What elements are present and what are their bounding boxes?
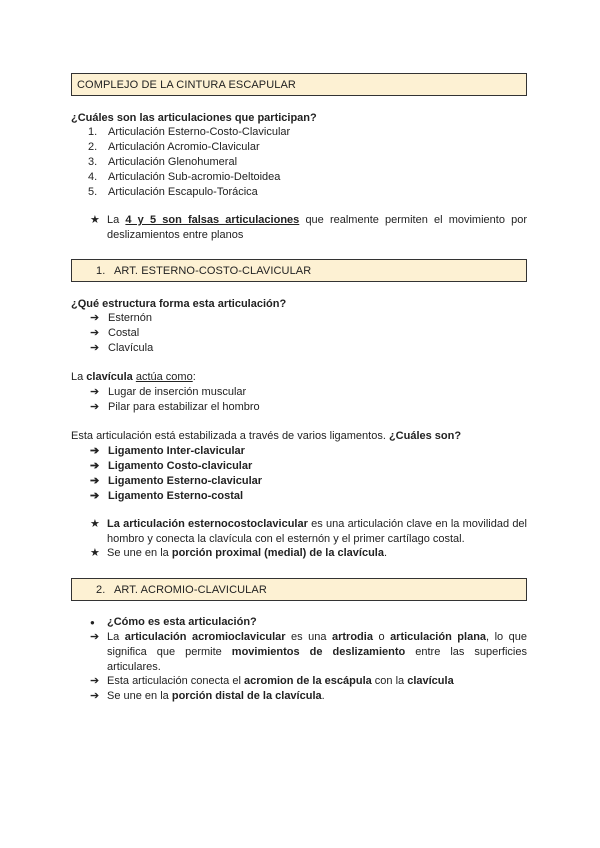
arrow-icon: ➔ [90,386,100,398]
bullet-icon: ● [90,618,95,627]
arrow-icon: ➔ [90,490,100,502]
acromio-distal: Se une en la porción distal de la clavícula. [107,690,325,702]
main-title: COMPLEJO DE LA CINTURA ESCAPULAR [77,78,296,91]
arrow-icon: ➔ [90,475,100,487]
star-note-1: La articulación esternocostoclavicular es una articulación clave en la movilidad del hombro y conecta la clavícula con el esternón y el primer cartílago costal. [107,518,527,545]
ligaments-intro: Esta articulación está estabilizada a través de varios ligamentos. ¿Cuáles son? [71,430,462,442]
acromio-definition: La articulación acromioclavicular es una artrodia o articulación plana, lo que significa que permite movimientos de deslizamiento entre las superficies articulares. [107,631,527,673]
list-item: 2. Articulación Acromio-Clavicular [88,141,260,153]
main-title-box [71,73,527,96]
articulations-list [88,125,290,200]
clavicle-roles-list [90,385,260,415]
list-item: ➔ Ligamento Esterno-costal [90,490,244,502]
section-1-box [71,259,527,282]
section-1-title: ART. ESTERNO-COSTO-CLAVICULAR [114,264,312,277]
list-item: 5. Articulación Escapulo-Torácica [88,186,258,198]
intro-question: ¿Cuáles son las articulaciones que participan? [71,112,317,124]
list-item: ➔ Ligamento Costo-clavicular [90,460,253,472]
arrow-icon: ➔ [90,690,100,702]
list-item: ➔ Pilar para estabilizar el hombro [90,401,260,413]
arrow-icon: ➔ [90,460,100,472]
list-item: 4. Articulación Sub-acromio-Deltoidea [88,171,281,183]
star-note-2: Se une en la porción proximal (medial) de la clavícula. [107,547,388,559]
list-item: ➔ Lugar de inserción muscular [90,386,247,398]
list-item: ➔ Ligamento Inter-clavicular [90,445,245,457]
arrow-icon: ➔ [90,675,100,687]
clavicle-role-intro: La clavícula actúa como: [71,371,196,383]
arrow-icon: ➔ [90,401,100,413]
structures-list [90,311,153,356]
list-item: ➔ Costal [90,327,140,339]
how-question: ¿Cómo es esta articulación? [107,616,257,628]
section-2-number: 2. [96,583,106,596]
star-icon: ★ [90,547,100,559]
arrow-icon: ➔ [90,631,100,643]
arrow-icon: ➔ [90,312,100,324]
arrow-icon: ➔ [90,342,100,354]
arrow-icon: ➔ [90,445,100,457]
list-item: 1. Articulación Esterno-Costo-Clavicular [88,126,291,138]
section-1-number: 1. [96,264,106,277]
arrow-icon: ➔ [90,327,100,339]
list-item: ➔ Clavícula [90,342,154,354]
ligaments-list [90,444,262,504]
list-item: ➔ Ligamento Esterno-clavicular [90,475,263,487]
star-icon: ★ [90,214,100,226]
false-articulations-note: La 4 y 5 son falsas articulaciones que realmente permiten el movimiento por deslizamientos entre planos [107,214,528,241]
star-icon: ★ [90,518,100,530]
acromio-connection: Esta articulación conecta el acromion de la escápula con la clavícula [107,675,454,687]
list-item: 3. Articulación Glenohumeral [88,156,238,168]
list-item: ➔ Esternón [90,312,153,324]
section-2-box [71,578,527,601]
section-2-title: ART. ACROMIO-CLAVICULAR [114,583,267,596]
structure-question: ¿Qué estructura forma esta articulación? [71,298,287,310]
